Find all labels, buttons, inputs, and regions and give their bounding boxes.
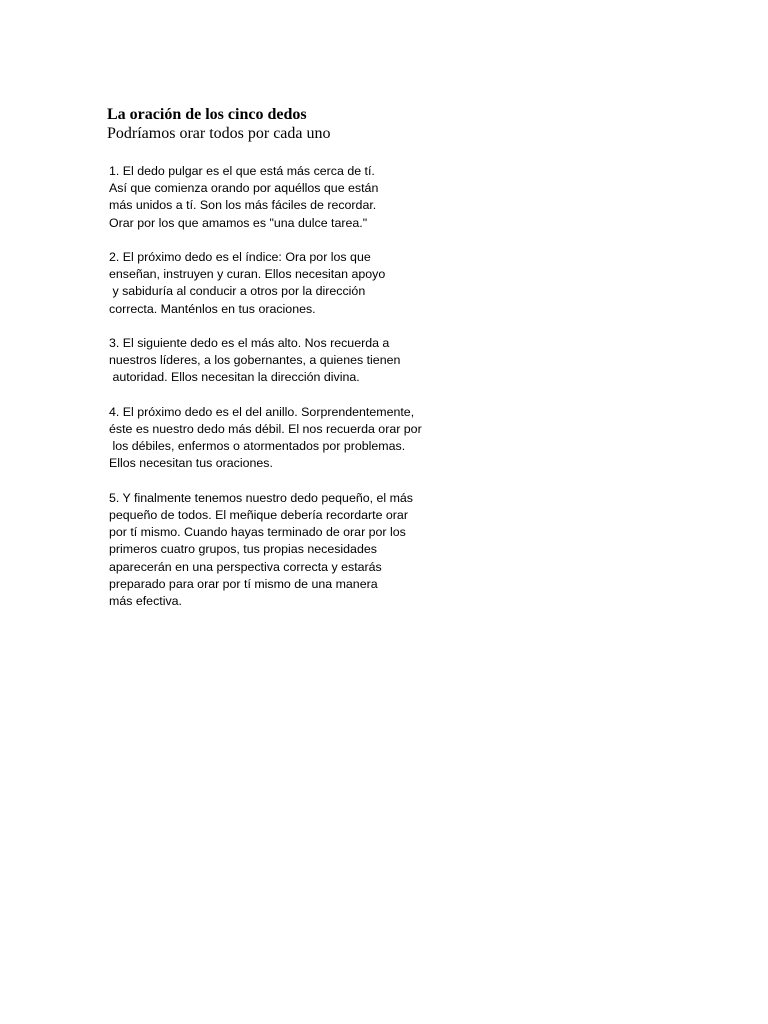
text-line: éste es nuestro dedo más débil. El nos recuerda orar por	[109, 422, 422, 436]
text-line: correcta. Manténlos en tus oraciones.	[109, 301, 316, 316]
text-line: autoridad. Ellos necesitan la dirección divina.	[109, 370, 360, 385]
paragraph-ring	[109, 404, 469, 473]
document-title: La oración de los cinco dedos	[107, 106, 307, 123]
text-line: los débiles, enfermos o atormentados por problemas.	[109, 439, 406, 454]
text-line: 2. El próximo dedo es el índice: Ora por los que	[109, 250, 371, 264]
text-line: Así que comienza orando por aquéllos que están	[109, 181, 379, 196]
text-line: 5. Y finalmente tenemos nuestro dedo pequeño, el más	[109, 490, 414, 505]
text-line: más efectiva.	[109, 594, 182, 609]
document-subtitle: Podríamos orar todos por cada uno	[107, 125, 331, 142]
text-line: Orar por los que amamos es "una dulce tarea."	[109, 215, 368, 230]
text-line: 3. El siguiente dedo es el más alto. Nos recuerda a	[109, 336, 390, 350]
text-line: primeros cuatro grupos, tus propias necesidades	[109, 542, 377, 557]
text-line: y sabiduría al conducir a otros por la dirección	[109, 284, 366, 299]
text-line: enseñan, instruyen y curan. Ellos necesitan apoyo	[109, 267, 386, 282]
text-line: 1. El dedo pulgar es el que está más cerca de tí.	[109, 164, 375, 178]
document-body	[109, 163, 469, 627]
text-line: Ellos necesitan tus oraciones.	[109, 456, 273, 471]
text-line: 4. El próximo dedo es el del anillo. Sorprendentemente,	[109, 404, 415, 419]
text-line: pequeño de todos. El meñique debería recordarte orar	[109, 508, 408, 522]
paragraph-middle	[109, 335, 469, 387]
paragraph-little	[109, 490, 469, 610]
text-line: por tí mismo. Cuando hayas terminado de orar por los	[109, 525, 406, 540]
text-line: aparecerán en una perspectiva correcta y estarás	[109, 559, 382, 574]
paragraph-index	[109, 249, 469, 318]
text-line: preparado para orar por tí mismo de una manera	[109, 576, 378, 591]
text-line: más unidos a tí. Son los más fáciles de recordar.	[109, 198, 377, 213]
text-line: nuestros líderes, a los gobernantes, a quienes tienen	[109, 353, 401, 368]
paragraph-thumb	[109, 163, 469, 232]
